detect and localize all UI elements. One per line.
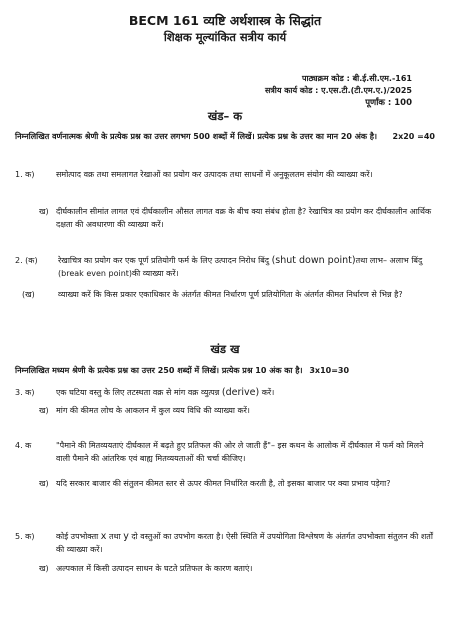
question-5a-text-part: तथा [106,532,124,541]
question-1a-text: समोत्पाद वक्र तथा समलागत रेखाओं का प्रयोग कर उत्पादक तथा साधनों में अनुकूलतम संयोग की व्याख्या करें। [56,170,373,179]
question-3-number: 3. क) [15,388,35,397]
question-1-number: 1. क) [15,170,35,179]
question-1b [15,206,435,231]
section-a-title: खंड– क [207,109,243,123]
question-5b [15,563,435,576]
question-3a-english-term: (derive) [221,387,260,398]
question-3b [15,405,435,418]
question-1a [15,169,435,182]
section-a-instruction [15,131,435,144]
document-title: BECM 161 व्यष्टि अर्थशास्त्र के सिद्धांत [128,13,322,28]
question-3a-text [56,387,435,400]
question-2a-text-part: की व्याख्या करें। [132,268,179,278]
question-5b-text: अल्पकाल में किसी उत्पादन साधन के घटते प्रतिफल के कारण बताएं। [56,564,253,573]
question-2b-label: (ख) [22,290,35,299]
section-b-marks: 3x10=30 [309,366,350,375]
question-5a-text-part: दो वस्तुओं का उपभोग करता है। ऐसी स्थिति में उपयोगिता विश्लेषण के अंतर्गत उपभोक्ता संतुलन की शर्तों की व्याख्या करें। [56,532,433,554]
assignment-code: सत्रीय कार्य कोड : ए.एस.टी.(टी.एम.ए.)/2025 [264,86,412,95]
question-4a-text: "पैमाने की मितव्ययताएं दीर्घकाल में बढ़ते हुए प्रतिफल की ओर ले जाती हैं"– इस कथन के आलोक में दीर्घकाल में फर्म को मिलने वाली पैमाने की आंतरिक एवं बाह्य मितव्ययताओं की चर्चा कीजिए। [56,441,424,463]
question-5a-variable-y: y [123,531,129,542]
question-2a-text-part: रेखाचित्र का प्रयोग कर एक पूर्ण प्रतियोगी फर्म के लिए उत्पादन निरोध बिंदु [58,256,272,265]
document-subtitle: शिक्षक मूल्यांकित सत्रीय कार्य [163,30,287,44]
course-code: पाठ्यक्रम कोड : बी.ई.सी.एम.-161 [301,74,412,83]
question-1b-label: ख) [39,207,49,216]
question-2b-text: व्याख्या करें कि किस प्रकार एकाधिकार के अंतर्गत कीमत निर्धारण पूर्ण प्रतियोगिता के अंतर्गत कीमत निर्धारण से भिन्न है? [58,290,403,299]
section-b-instruction [15,365,435,378]
question-5b-label: ख) [39,564,49,573]
question-3a-text-part: एक घटिया वस्तु के लिए तटस्थता वक्र से मांग वक्र व्युत्पन्न [56,388,222,397]
question-3b-text: मांग की कीमत लोच के आकलन में कुल व्यय विधि की व्याख्या करें। [56,406,250,415]
question-5a-text [56,531,435,556]
question-4a [15,440,435,465]
question-1b-text: दीर्घकालीन सीमांत लागत एवं दीर्घकालीन औसत लागत वक्र के बीच क्या संबंध होता है? रेखाचित्र का प्रयोग कर दीर्घकालीन आर्थिक दक्षता की अवधारणा की व्याख्या करें। [56,207,432,229]
question-4b-label: ख) [39,479,49,488]
question-2a [15,255,435,280]
question-4b [15,478,435,491]
section-a-instruction-text: निम्नलिखित वर्णनात्मक श्रेणी के प्रत्येक प्रश्न का उत्तर लगभग 500 शब्दों में लिखें। प्रत्येक प्रश्न के उत्तर का मान 20 अंक है। [15,132,378,141]
question-2-number: 2. (क) [15,256,38,265]
question-3a-text-part: करें। [259,388,275,397]
question-2a-english-term-2: (break even point) [58,268,133,278]
section-b-title: खंड ख [210,342,240,356]
question-5a [15,531,435,556]
question-2b [15,289,435,302]
question-2a-text-part: तथा लाभ– अलाभ बिंदु [355,256,423,265]
course-meta [192,73,412,109]
section-a-marks: 2x20 =40 [392,132,435,141]
section-b-instruction-text: निम्नलिखित मध्यम श्रेणी के प्रत्येक प्रश्न का उत्तर 250 शब्दों में लिखें। प्रत्येक प्रश्न 10 अंक का है। [15,366,303,375]
question-3b-label: ख) [39,406,49,415]
question-4b-text: यदि सरकार बाजार की संतुलन कीमत स्तर से ऊपर कीमत निर्धारित करती है, तो इसका बाजार पर क्या प्रभाव पड़ेगा? [56,479,391,488]
question-5a-text-part: कोई उपभोक्ता [56,532,101,541]
question-5-number: 5. क) [15,532,35,541]
question-5a-variable-x: x [100,531,107,542]
question-3a [15,387,435,400]
question-4-number: 4. क [15,441,32,450]
question-2a-text [58,255,435,280]
question-2a-english-term-1: (shut down point) [271,255,356,266]
total-marks: पूर्णांक : 100 [365,98,412,108]
